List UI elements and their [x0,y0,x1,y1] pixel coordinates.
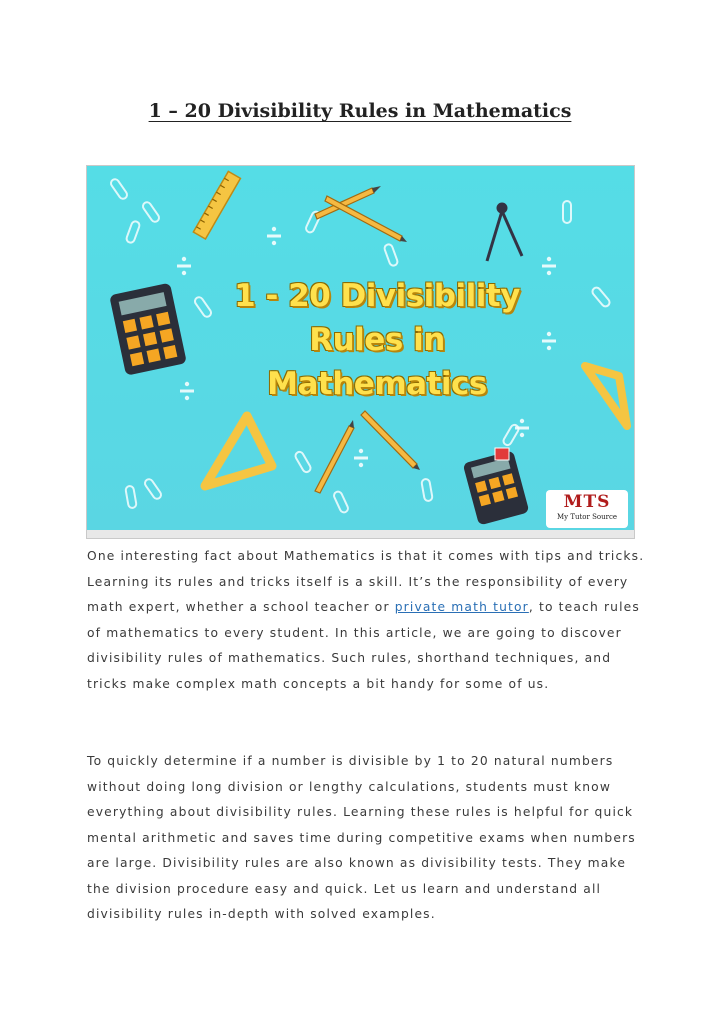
paperclip-icon [383,243,398,266]
banner-title-line-1: 1 - 20 Divisibility [234,278,520,314]
calculator-icon [463,450,530,525]
pencil-icon [315,420,354,493]
ruler-icon [193,171,240,239]
brand-logo-subtitle: My Tutor Source [556,513,618,521]
paperclip-icon [125,485,137,508]
banner-title-line-3: Mathematics [267,366,487,402]
paperclip-icon [143,478,162,501]
paperclip-icon [141,201,160,224]
paperclip-icon [591,286,611,308]
paragraph-intro [87,544,647,697]
hero-banner-image [86,165,635,539]
paperclip-icon [109,178,128,201]
brand-logo-mark: MTS [563,492,611,512]
division-icon [542,257,556,275]
pencil-icon [361,411,420,470]
banner-title-line-2: Rules in [309,322,445,358]
eraser-icon [495,448,509,460]
paperclip-icon [333,490,350,513]
division-icon [515,419,529,437]
division-icon [177,257,191,275]
paragraph-divisibility: To quickly determine if a number is divisible by 1 to 20 natural numbers without doing long division or lengthy calculations, students must know everything about divisibility rules. Learning these rules is helpful for quick mental arithmetic and saves time during competitive exams when numbers are large. Divisibility rules are also known as divisibility tests. They make the division procedure easy and quick. Let us learn and understand all divisibility rules in-depth with solved examples. [87,754,636,921]
paperclip-icon [563,201,571,223]
paragraph-intro-text-continued: , to teach rules of mathematics to every student. In this article, we are going to discover divisibility rules of mathematics. Such rules, shorthand techniques, and tricks make complex math concepts a bit handy for some of us. [87,600,640,691]
set-square-icon [205,416,272,486]
calculator-icon [109,283,187,376]
division-icon [267,227,281,245]
banner-bottom-edge [87,530,634,538]
private-math-tutor-link[interactable]: private math tutor [394,600,529,614]
paperclip-icon [294,450,312,473]
paperclip-icon [125,220,140,243]
compass-icon [487,204,522,261]
division-icon [354,449,368,467]
pencil-icon [315,186,381,219]
paragraph-intro-text: One interesting fact about Mathematics is that it comes with tips and tricks. Learning its rules and tricks itself is a skill. It’s the responsibility of every math expert, whether a school teacher or [87,549,645,614]
pencil-icon [325,196,407,242]
brand-logo [546,490,628,528]
document-title: 1 – 20 Divisibility Rules in Mathematics [148,100,572,122]
banner-title [187,274,567,406]
set-square-icon [585,366,627,426]
paperclip-icon [421,478,433,501]
